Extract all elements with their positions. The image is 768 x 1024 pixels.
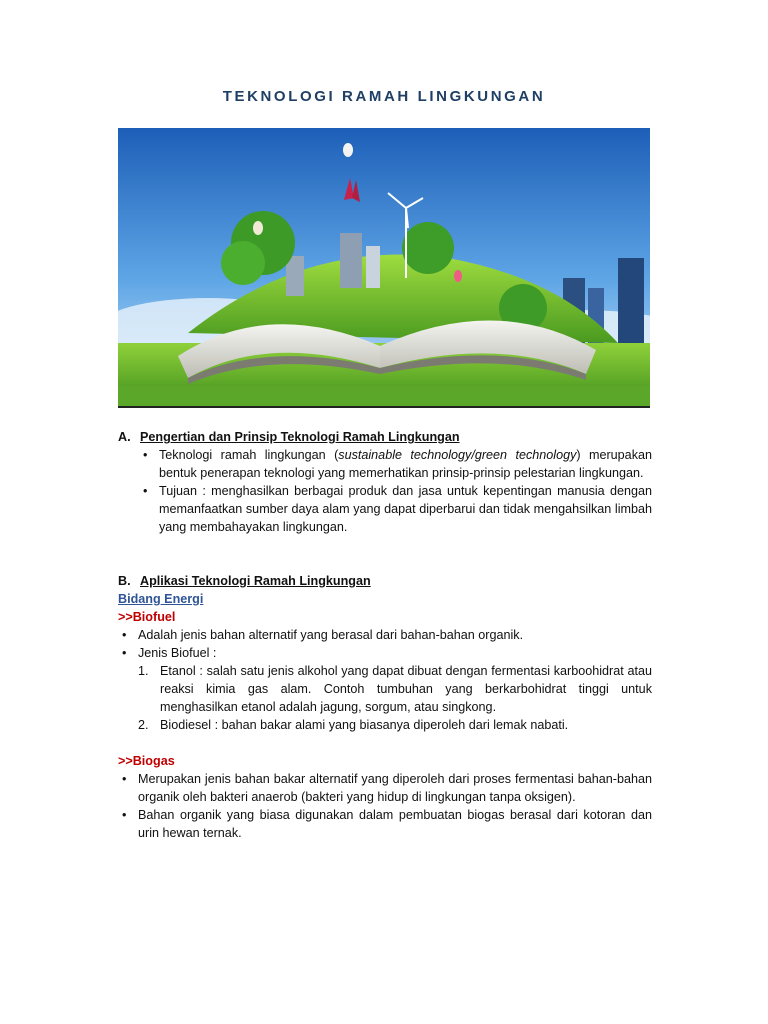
biofuel-bullet-2: • Jenis Biofuel : — [138, 644, 652, 662]
subheading-bidang-energi: Bidang Energi — [118, 592, 204, 606]
section-a-bullet-1-italic: sustainable technology/green technology — [338, 448, 577, 462]
section-a — [118, 428, 652, 536]
hero-illustration — [118, 128, 650, 408]
section-b — [118, 572, 652, 842]
biogas-title: >>Biogas — [118, 754, 175, 768]
section-b-title: Aplikasi Teknologi Ramah Lingkungan — [140, 574, 371, 588]
section-a-bullet-1: • Teknologi ramah lingkungan (sustainable technology/green technology) merupakan bentuk penerapan teknologi yang memerhatikan prinsip-prinsip pelestarian lingkungan. — [159, 446, 652, 482]
section-a-label: A. — [118, 430, 131, 444]
biofuel-item-1: 1. Etanol : salah satu jenis alkohol yang dapat dibuat dengan fermentasi karboohidrat atau reaksi kimia gas alam. Contoh tumbuhan yang berkarbohidrat tinggi untuk menghasilkan etanol adalah jagung, sorgum, atau singkong. — [138, 664, 652, 714]
biogas-bullet-2: • Bahan organik yang biasa digunakan dalam pembuatan biogas berasal dari kotoran dan urin hewan ternak. — [138, 806, 652, 842]
section-a-heading — [118, 428, 652, 446]
section-a-bullet-2: • Tujuan : menghasilkan berbagai produk dan jasa untuk kepentingan manusia dengan memanfaatkan sumber daya alam yang dapat diperbarui dan tidak mengahsilkan limbah yang membahayakan lingkungan. — [159, 482, 652, 536]
section-b-label: B. — [118, 574, 131, 588]
green-book-city-image — [118, 128, 650, 406]
biofuel-item-2: 2. Biodiesel : bahan bakar alami yang biasanya diperoleh dari lemak nabati. — [138, 718, 569, 732]
biogas-bullet-1: • Merupakan jenis bahan bakar alternatif yang diperoleh dari proses fermentasi bahan-bahan organik oleh bakteri anaerob (bakteri yang hidup di lingkungan tanpa oksigen). — [138, 770, 652, 806]
biofuel-bullet-1: • Adalah jenis bahan alternatif yang berasal dari bahan-bahan organik. — [138, 626, 652, 644]
section-b-heading — [118, 572, 652, 590]
page-title: TEKNOLOGI RAMAH LINGKUNGAN — [222, 88, 546, 105]
biofuel-title: >>Biofuel — [118, 610, 176, 624]
section-a-title: Pengertian dan Prinsip Teknologi Ramah Lingkungan — [140, 430, 460, 444]
